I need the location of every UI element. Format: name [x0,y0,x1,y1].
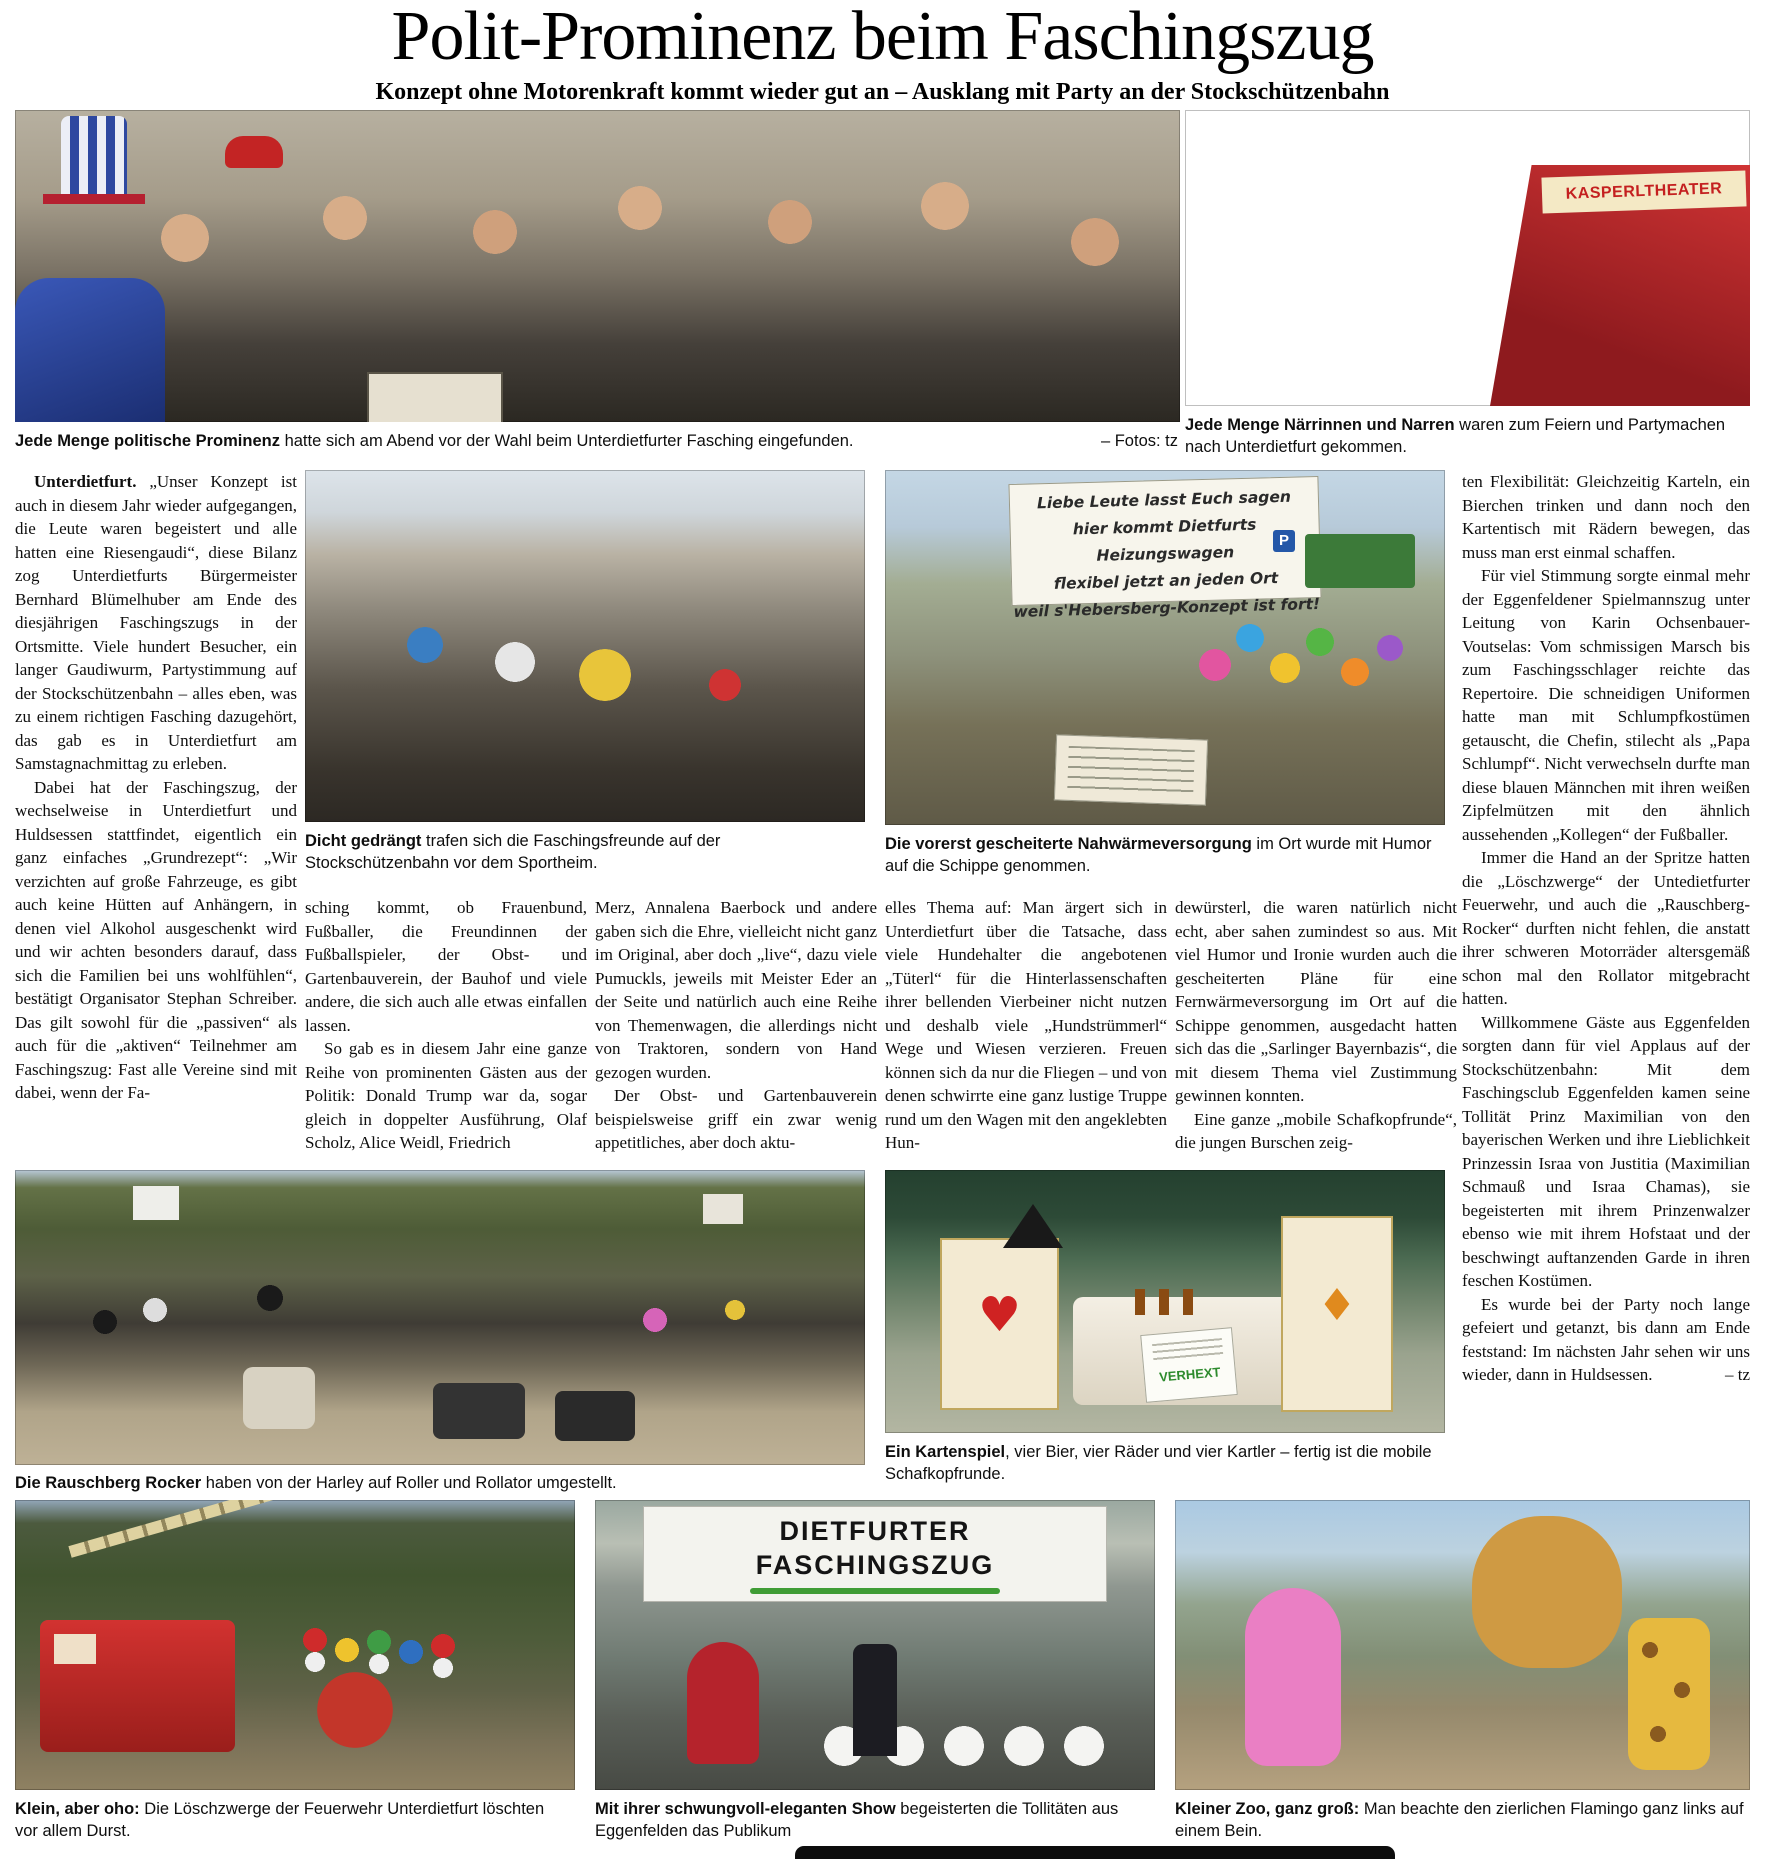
article-column-2 [305,896,587,1164]
caption-politicians [15,430,1180,454]
paragraph: Es wurde bei der Party noch lange gefeiert und getanzt, bis dann am Ende feststand: Im nächsten Jahr sehen wir uns wieder, dann in Huldsessen. – tz [1462,1293,1750,1387]
caption-text: haben von der Harley auf Roller und Rollator umgestellt. [201,1474,617,1492]
banner-line: DIETFURTER [779,1516,971,1546]
caption-lead: Die Rauschberg Rocker [15,1474,202,1492]
red-cap [225,136,283,168]
sign-line: weil s'Hebersberg-Konzept ist fort! [1013,594,1321,621]
caption-text: Man beachte den zierlichen Flamingo ganz links auf einem Bein. [1175,1800,1744,1840]
caption-nahwaerme [885,833,1445,877]
paragraph: Der Obst- und Gartenbauverein beispielsweise griff ein zwar wenig appetitliches, aber doch aktu- [595,1086,877,1152]
caption-lead: Ein Kartenspiel [885,1443,1006,1461]
bottom-overlay-bar [795,1846,1395,1859]
article-column-4 [885,896,1167,1164]
caption-text: waren zum Feiern und Partymachen nach Unterdietfurt gekommen. [1185,416,1726,456]
caption-lead: Jede Menge Närrinnen und Narren [1185,416,1455,434]
conductor-figure [853,1644,897,1756]
photo-dicht-gedraengt [305,470,865,822]
caption-crowd [1185,414,1750,458]
beer-bottles [1135,1289,1205,1315]
verhext-card: VERHEXT [1140,1327,1238,1403]
caption-text: im Ort wurde mit Humor auf die Schippe genommen. [885,835,1432,875]
photo-show [595,1500,1155,1790]
caption-lead: Mit ihrer schwungvoll-eleganten Show [595,1800,896,1818]
photo-loeschzwerge [15,1500,575,1790]
caption-text: trafen sich die Faschingsfreunde auf der Stockschützenbahn vor dem Sportheim. [305,832,721,872]
article-column-1 [15,470,297,1170]
photo-crowd [1185,110,1750,406]
paragraph: Immer die Hand an der Spritze hatten die „Löschzwerge“ der Untedietfurter Feuerwehr, und auch die „Rauschberg-Rocker“ durften nicht fehlen, die anstatt ihrer schweren Motorräder altersgemäß schon mal den Rollator mitgebracht hatten. [1462,848,1750,1008]
sign-line: hier kommt Dietfurts Heizungswagen [1072,515,1257,565]
paragraph: Unterdietfurt. „Unser Konzept ist auch in diesem Jahr wieder aufgegangen, die Leute waren begeistert und alle hatten eine Riesengaudi“, diese Bilanz zog Unterdietfurts Bürgermeister Bernhard Blümelhuber am Ende des diesjährigen Faschingszugs in der Ortsmitte. Viele hundert Besucher, ein langer Gaudiwurm, Partystimmung auf der Stockschützenbahn – alles eben, was zu einem richtigen Fasching dazugehört, das gab es in Unterdietfurt am Samstagnachmittag zu erleben. [15,472,297,773]
fire-ladder [68,1500,369,1558]
photo-nahwaerme [885,470,1445,825]
parking-sign: P [1273,530,1295,552]
paragraph: Willkommene Gäste aus Eggenfelden sorgten dann für viel Applaus auf der Stockschützenbahn: Mit dem Faschingsclub Eggenfelden kamen seine Tollität Prinz Maximilian von den bayerischen Werken und ihre Lieblichkeit Prinzessin Israa von Justitia (Maximilian Schmauß und Israa Chamas), sie begeisterten mit ihrem Prinzenwalzer ebenso wie mit ihrem Hofstaat und der beschwingt auftanzenden Garde in ihren feschen Kostümen. [1462,1012,1750,1290]
card-board-diamond-icon: ♦ [1281,1216,1393,1412]
witch-hat [1003,1204,1063,1248]
caption-zoo [1175,1798,1750,1842]
paragraph: Für viel Stimmung sorgte einmal mehr der Eggenfeldener Spielmannszug unter Leitung von Karin Ochsenbauer-Voutselas: Vom schmissigen Marsch bis zum Faschingsschlager reichte das Repertoire. Die schneidigen Uniformen hatte man mit Schlumpfkostümen getauscht, die Chefin, stilecht als „Papa Schlumpf“. Nicht verwechseln durfte man diese blauen Männchen mit ihren weißen Zipfelmützen mit den ähnlich aussehenden „Kollegen“ der Fußballer. [1462,566,1750,844]
author-credit: – tz [1724,1365,1750,1384]
banner-line: FASCHINGSZUG [755,1549,995,1580]
uncle-sam-hat [61,116,127,196]
paragraph: Merz, Annalena Baerbock und andere gaben sich die Ehre, vielleicht nicht ganz im Original, aber doch „live“, dazu viele Pumuckls, jeweils mit Meister Eder an der Seite und natürlich auch eine Reihe von Themenwagen, die allerdings nicht von Traktoren, sondern von Hand gezogen wurden. [595,898,877,1082]
photo-politicians [15,110,1180,422]
flamingo-costume [1245,1588,1341,1766]
photo-credit: – Fotos: tz [1100,432,1178,450]
uncle-sam-coat [15,278,165,422]
caption-lead: Kleiner Zoo, ganz groß: [1175,1800,1360,1818]
photo-schafkopf [885,1170,1445,1433]
dog-mascot [1472,1516,1622,1668]
paragraph: ten Flexibilität: Gleichzeitig Karteln, ein Bierchen trinken und dann noch den Kartentisch mit Rädern bewegen, das muss man erst einmal schaffen. [1462,472,1750,562]
dateline: Unterdietfurt. [34,472,137,491]
caption-text: , vier Bier, vier Räder und vier Kartler – fertig ist die mobile Schafkopfrunde. [885,1443,1432,1483]
paragraph: Dabei hat der Faschingszug, der wechselweise in Unterdietfurt und Huldsessen stattfindet, eigentlich ein ganz einfaches „Grundrezept“: „Wir verzichten auf große Fahrzeuge, es gibt auch keine Hütten auf Anhängern, in denen viel Alkohol ausgeschenkt wird und wir achten besonders darauf, dass sich die Familien bei uns wohlfühlen“, bestätigt Organisator Stephan Schreiber. Das gilt sowohl für die „passiven“ als auch für die „aktiven“ Teilnehmer am Faschingszug: Fast alle Vereine sind mit dabei, wenn der Fa- [15,777,297,1102]
green-swoosh [750,1588,1000,1594]
pram [555,1391,635,1441]
scooter [243,1367,315,1429]
article-column-5 [1175,896,1457,1164]
white-flag [133,1186,179,1220]
paragraph: Eine ganze „mobile Schafkopfrunde“, die jungen Burschen zeig- [1175,1109,1457,1152]
uncle-sam-hat-brim [43,194,145,204]
caption-lead: Klein, aber oho: [15,1800,140,1818]
paragraph: sching kommt, ob Frauenbund, Fußballer, die Freundinnen der Fußballspieler, der Obst- und Gartenbauverein, der Bauhof und viele andere, die sich auch alle etwas einfallen lassen. [305,898,587,1035]
small-sign [1054,734,1208,805]
kasperltheater-sign: KASPERLTHEATER [1541,170,1746,213]
pram [433,1383,525,1439]
red-dress [687,1642,759,1764]
paragraph: dewürsterl, die waren natürlich nicht echt, aber sahen zumindest so aus. Mit viel Humor und Ironie wurden auch die gescheiterten Pläne für eine Fernwärmeversorgung im Ort auf die Schippe genommen, ausgedacht hatten sich das die „Sarlinger Bayernbazis“, die mit diesem Thema viel Zustimmung gewinnen konnten. [1175,898,1457,1105]
page-title: Polit-Prominenz beim Faschingszug [391,0,1374,75]
caption-dicht [305,830,865,874]
caption-lead: Die vorerst gescheiterte Nahwärmeversorgung [885,835,1252,853]
paragraph: elles Thema auf: Man ärgert sich in Unterdietfurt über die Tatsache, dass viele Hundehalter die angebotenen „Tüterl“ für die Hinterlassenschaften ihrer bellenden Vierbeiner nicht nutzen und deshalb viele „Hundstrümmerl“ Wege und Wiesen verzieren. Freuen können sich da nur die Fliegen – und von denen schwirrte eine ganz lustige Truppe rund um den Wagen mit den angeklebten Hun- [885,898,1167,1152]
article-column-3 [595,896,877,1164]
caption-lead: Dicht gedrängt [305,832,422,850]
photo-zoo [1175,1500,1750,1790]
page-subtitle: Konzept ohne Motorenkraft kommt wieder gut an – Ausklang mit Party an der Stockschützenbahn [375,79,1390,105]
card-board-heart-icon: ♥ [940,1238,1059,1410]
green-truck [1305,534,1415,588]
giraffe-costume [1628,1618,1710,1770]
caption-text: hatte sich am Abend vor der Wahl beim Unterdietfurter Fasching eingefunden. [279,432,854,450]
sign-line: flexibel jetzt an jeden Ort [1053,569,1279,593]
caption-lead: Jede Menge politische Prominenz [15,432,280,450]
fire-truck [40,1620,235,1752]
info-placard [367,372,503,422]
photo-rauschberg-rocker [15,1170,865,1465]
paragraph: So gab es in diesem Jahr eine ganze Reihe von prominenten Gästen aus der Politik: Donald Trump war da, sogar gleich in doppelter Ausführung, Olaf Scholz, Alice Weidl, Friedrich [305,1039,587,1152]
article-column-6 [1462,470,1750,1480]
sign-line: Liebe Leute lasst Euch sagen [1036,487,1292,513]
caption-text: begeisterten die Tollitäten aus Eggenfelden das Publikum [595,1800,1119,1840]
caption-loeschzwerge [15,1798,560,1842]
caption-rocker [15,1472,865,1494]
faschingszug-banner [643,1506,1107,1602]
caption-schafkopf [885,1441,1445,1485]
caption-show [595,1798,1140,1842]
white-flag [703,1194,743,1224]
caption-text: Die Löschzwerge der Feuerwehr Unterdietfurt löschten vor allem Durst. [15,1800,545,1840]
